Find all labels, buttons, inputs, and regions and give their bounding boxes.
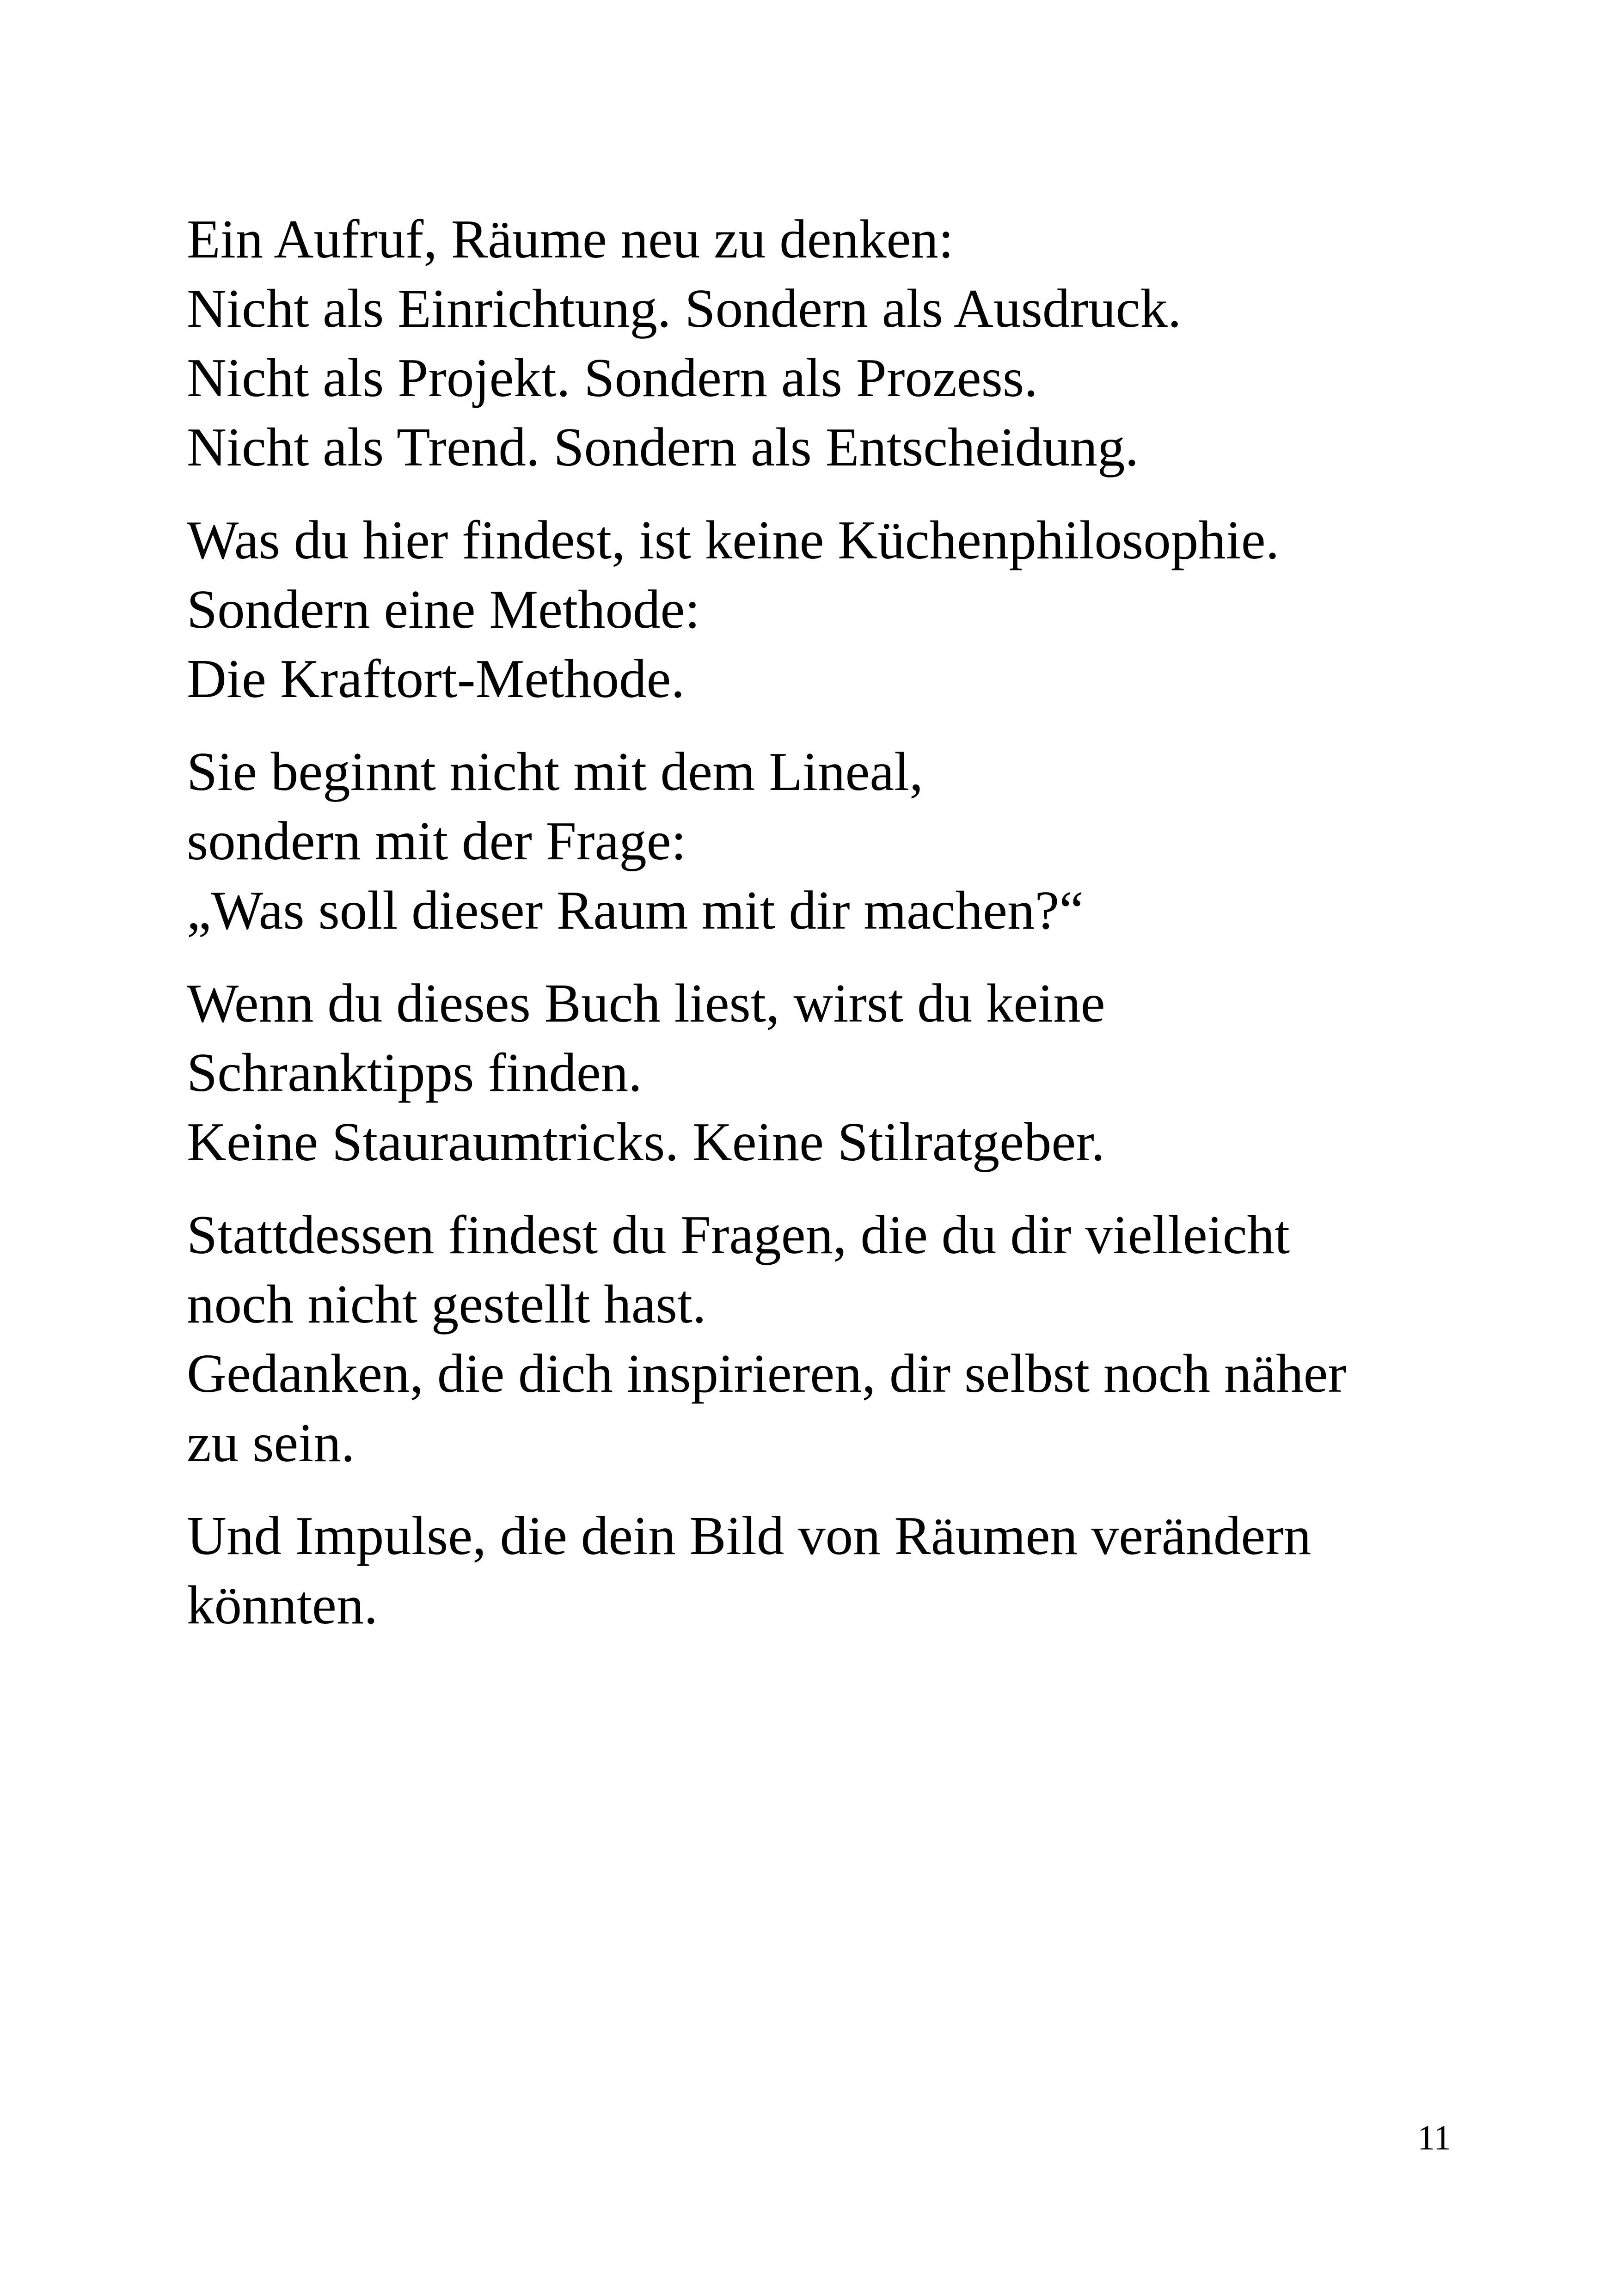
text-line: Sondern eine Methode: <box>187 579 700 640</box>
paragraph-method <box>187 505 1453 713</box>
text-line: Sie beginnt nicht mit dem Lineal, <box>187 741 923 802</box>
text-line: Die Kraftort-Methode. <box>187 648 685 709</box>
quote-line: „Was soll dieser Raum mit dir machen?“ <box>187 880 1084 941</box>
body-text <box>187 204 1453 1663</box>
paragraph-instead <box>187 1200 1453 1477</box>
text-line: Ein Aufruf, Räume neu zu denken: <box>187 208 954 269</box>
paragraph-what-not <box>187 968 1453 1176</box>
text-line: Nicht als Projekt. Sondern als Prozess. <box>187 347 1038 408</box>
text-line: Nicht als Einrichtung. Sondern als Ausdruck. <box>187 278 1182 339</box>
text-line: Was du hier findest, ist keine Küchenphilosophie. <box>187 509 1280 570</box>
text-line: Und Impulse, die dein Bild von Räumen verändern <box>187 1505 1312 1566</box>
paragraph-question <box>187 737 1453 945</box>
text-line: Gedanken, die dich inspirieren, dir selbst noch näher <box>187 1343 1347 1404</box>
text-line: Schranktipps finden. <box>187 1042 642 1103</box>
paragraph-impulses <box>187 1501 1453 1640</box>
text-line: Nicht als Trend. Sondern als Entscheidung. <box>187 416 1139 478</box>
text-line: Keine Stauraumtricks. Keine Stilratgeber. <box>187 1111 1105 1172</box>
text-line: Wenn du dieses Buch liest, wirst du keine <box>187 973 1105 1034</box>
text-line: Stattdessen findest du Fragen, die du dir vielleicht <box>187 1204 1290 1265</box>
text-line: könnten. <box>187 1574 378 1635</box>
page-number: 11 <box>1417 2118 1452 2157</box>
text-line: sondern mit der Frage: <box>187 810 686 871</box>
text-line: noch nicht gestellt hast. <box>187 1274 706 1335</box>
text-line: zu sein. <box>187 1412 355 1473</box>
paragraph-call-to-rethink <box>187 204 1453 482</box>
